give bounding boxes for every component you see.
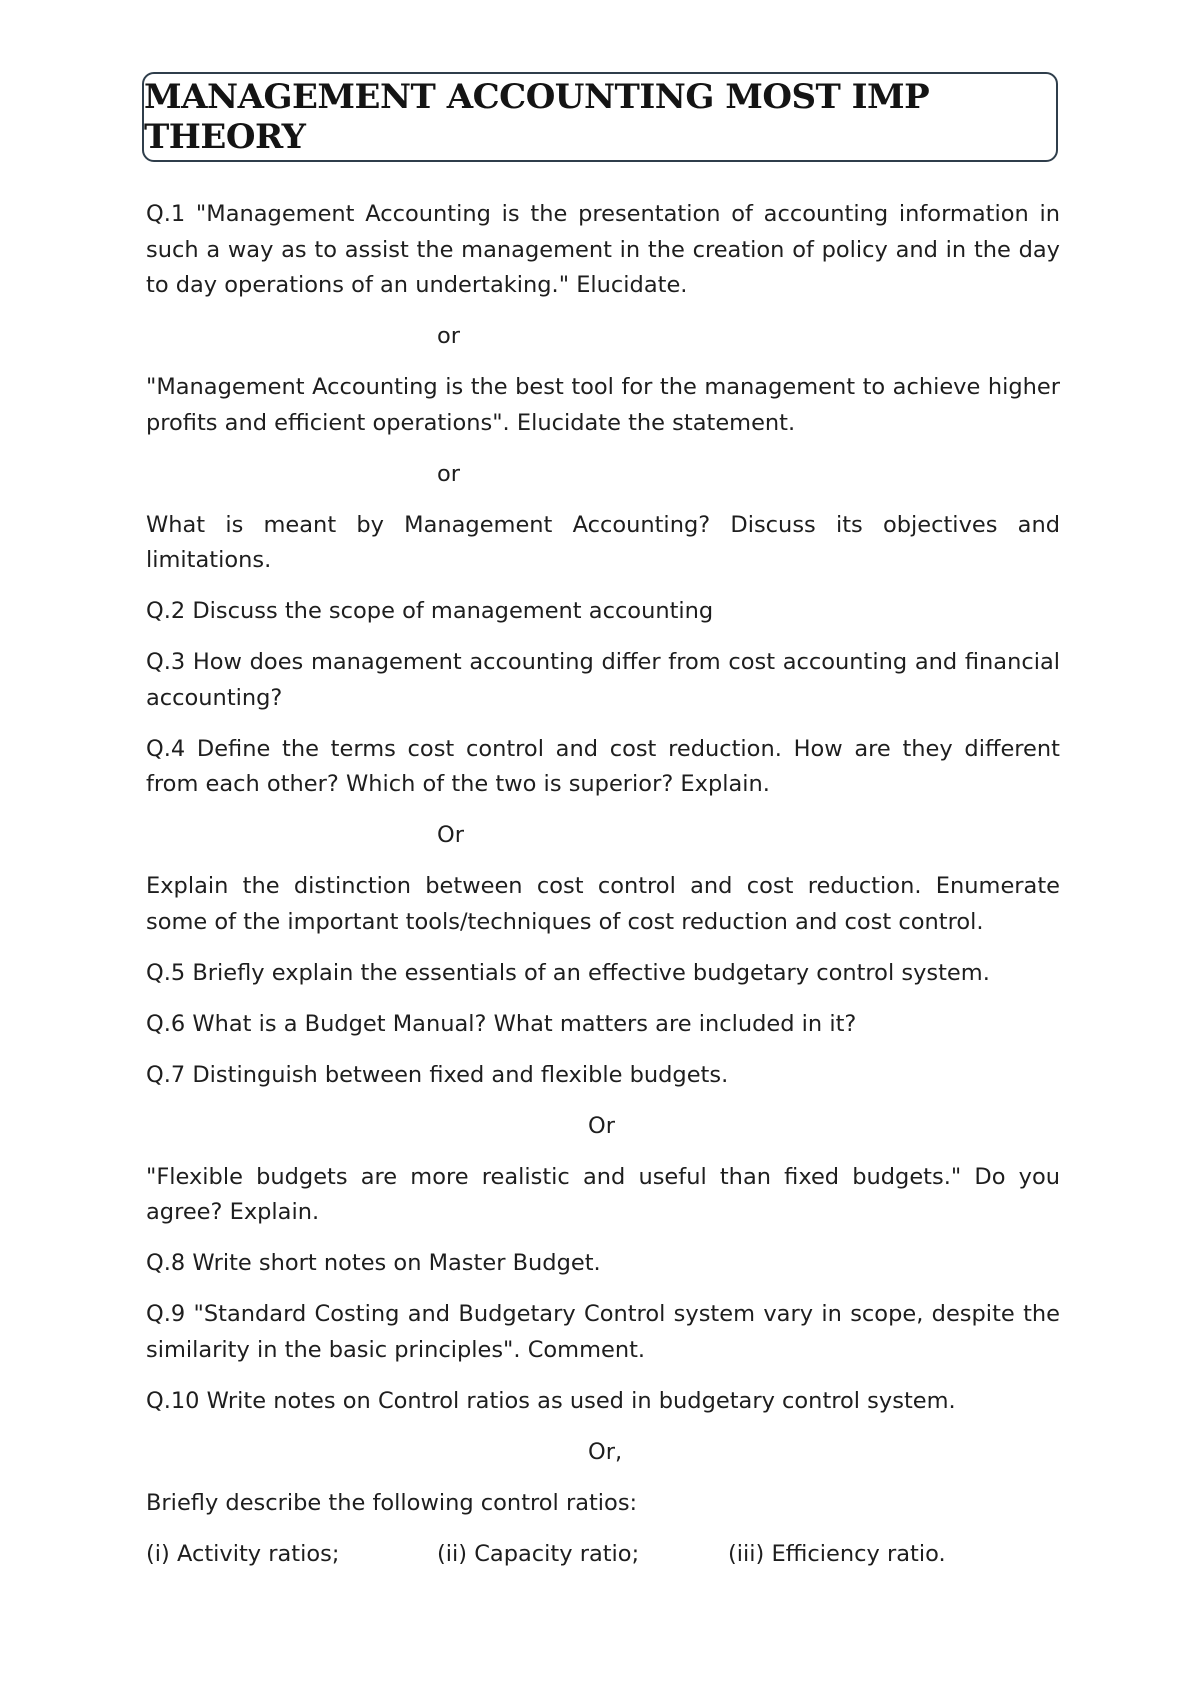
question-3: Q.3 How does management accounting differ from cost accounting and financial accounting? <box>146 649 1060 711</box>
document-title: MANAGEMENT ACCOUNTING MOST IMP THEORY <box>144 77 930 157</box>
question-7: Q.7 Distinguish between fixed and flexible budgets. <box>146 1061 729 1088</box>
question-1-alt-b: What is meant by Management Accounting? Discuss its objectives and limitations. <box>146 511 1060 573</box>
question-5: Q.5 Briefly explain the essentials of an effective budgetary control system. <box>146 959 990 986</box>
question-4-alt: Explain the distinction between cost control and cost reduction. Enumerate some of the important tools/techniques of cost reduction and cost control. <box>146 873 1060 935</box>
or-separator: Or <box>588 1112 615 1139</box>
ratio-item-efficiency: (iii) Efficiency ratio. <box>728 1540 946 1567</box>
question-8: Q.8 Write short notes on Master Budget. <box>146 1250 601 1276</box>
title-box <box>142 72 1058 162</box>
question-4: Q.4 Define the terms cost control and cost reduction. How are they different from each other? Which of the two is superior? Explain. <box>146 735 1060 797</box>
question-7-alt: "Flexible budgets are more realistic and useful than fixed budgets." Do you agree? Explain. <box>146 1163 1060 1225</box>
or-separator: or <box>437 460 461 487</box>
ratio-item-activity: (i) Activity ratios; <box>146 1540 340 1567</box>
question-1-alt-a: "Management Accounting is the best tool for the management to achieve higher profits and efficient operations". Elucidate the statement. <box>146 374 1060 436</box>
question-6: Q.6 What is a Budget Manual? What matters are included in it? <box>146 1010 857 1037</box>
question-list <box>146 197 1060 1572</box>
or-separator: Or <box>437 822 464 848</box>
ratio-list <box>146 1537 1060 1573</box>
question-9: Q.9 "Standard Costing and Budgetary Control system vary in scope, despite the similarity in the basic principles". Comment. <box>146 1301 1060 1363</box>
question-2: Q.2 Discuss the scope of management accounting <box>146 598 714 624</box>
ratio-item-capacity: (ii) Capacity ratio; <box>437 1540 640 1567</box>
or-separator: Or, <box>588 1438 623 1465</box>
question-10-alt: Briefly describe the following control ratios: <box>146 1489 638 1516</box>
question-10: Q.10 Write notes on Control ratios as used in budgetary control system. <box>146 1387 956 1414</box>
or-separator: or <box>437 323 461 349</box>
question-1: Q.1 "Management Accounting is the presentation of accounting information in such a way as to assist the management in the creation of policy and in the day to day operations of an undertaking." Elucidate. <box>146 201 1060 298</box>
